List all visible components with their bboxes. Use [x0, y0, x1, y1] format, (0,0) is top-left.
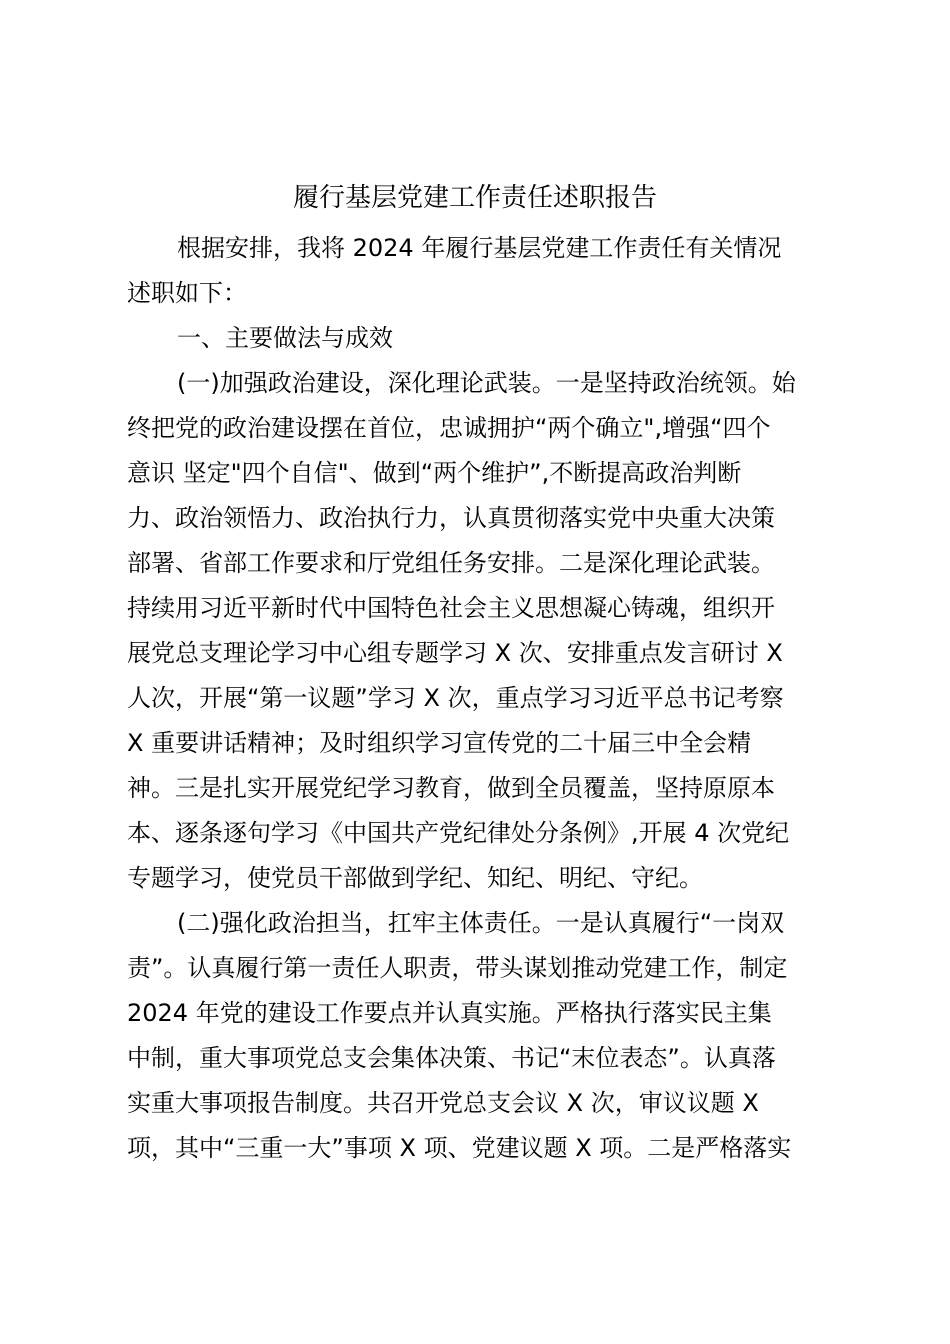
body-line: 根据安排，我将 2024 年履行基层党建工作责任有关情况	[177, 234, 782, 262]
body-line: 2024 年党的建设工作要点并认真实施。严格执行落实民主集	[127, 999, 772, 1027]
body-line: 中制，重大事项党总支会集体决策、书记“末位表态”。认真落	[127, 1044, 776, 1072]
body-line: 持续用习近平新时代中国特色社会主义思想凝心铸魂，组织开	[127, 594, 775, 622]
body-line: (二)强化政治担当，扛牢主体责任。一是认真履行“一岗双	[177, 909, 785, 937]
body-line: 实重大事项报告制度。共召开党总支会议 X 次，审议议题 X	[127, 1089, 759, 1117]
body-line: 终把党的政治建设摆在首位，忠诚拥护“两个确立",增强“四个	[127, 414, 771, 442]
body-line: 神。三是扎实开展党纪学习教育，做到全员覆盖，坚持原原本	[127, 774, 775, 802]
body-line: (一)加强政治建设，深化理论武装。一是坚持政治统领。始	[177, 369, 796, 397]
body-line: X 重要讲话精神；及时组织学习宣传党的二十届三中全会精	[127, 729, 752, 757]
section-heading: 一、主要做法与成效	[177, 324, 393, 352]
body-line: 力、政治领悟力、政治执行力，认真贯彻落实党中央重大决策	[127, 504, 775, 532]
body-line: 责”。认真履行第一责任人职责，带头谋划推动党建工作，制定	[127, 954, 788, 982]
body-line: 部署、省部工作要求和厅党组任务安排。二是深化理论武装。	[127, 549, 775, 577]
body-line: 专题学习，使党员干部做到学纪、知纪、明纪、守纪。	[127, 864, 703, 892]
body-line: 本、逐条逐句学习《中国共产党纪律处分条例》,开展 4 次党纪	[127, 819, 790, 847]
document-title: 履行基层党建工作责任述职报告	[292, 183, 657, 213]
body-line: 展党总支理论学习中心组专题学习 X 次、安排重点发言研讨 X	[127, 639, 783, 667]
body-line: 述职如下：	[127, 279, 247, 307]
body-line: 人次，开展“第一议题”学习 X 次，重点学习习近平总书记考察	[127, 684, 784, 712]
document-body	[127, 226, 827, 1171]
body-line: 意识 坚定"四个自信"、做到“两个维护”,不断提高政治判断	[127, 459, 742, 487]
body-line: 项，其中“三重一大”事项 X 项、党建议题 X 项。二是严格落实	[127, 1134, 792, 1162]
